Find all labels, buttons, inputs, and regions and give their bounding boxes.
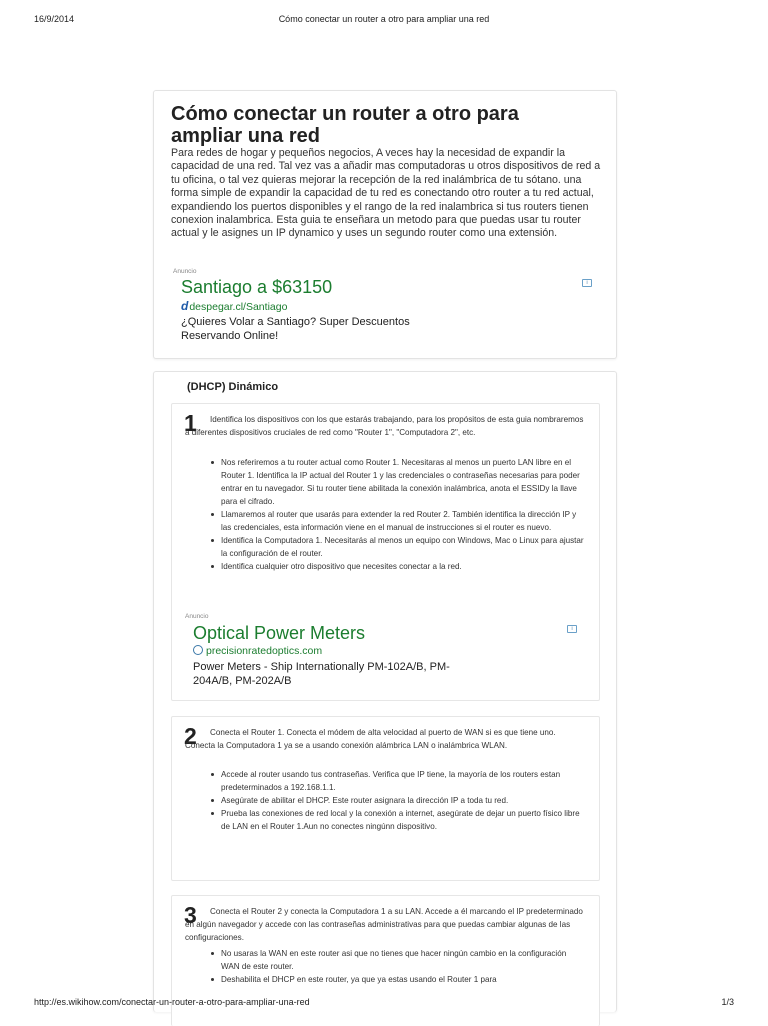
step-1: [171, 403, 600, 701]
step-number: 3: [184, 902, 197, 928]
list-item: Prueba las conexiones de red local y la conexión a internet, asegúrate de dejar un puerto físico libre de LAN en el Router 1.Aun no conectes ningúnn dispositivo.: [207, 807, 585, 833]
ad-url-link[interactable]: [181, 299, 287, 313]
print-date: 16/9/2014: [34, 14, 75, 24]
list-item: Nos referiremos a tu router actual como Router 1. Necesitaras al menos un puerto LAN libre en el Router 1. Identifica la IP actual del Router 1 y las credenciales o contraseñas necesarias para poder entrar en tu navegador. Si tu router tiene abilitada la conexión inalámbrica, anota el ESSIDy la llave para el cifrado.: [207, 456, 585, 508]
list-item: No usaras la WAN en este router asi que no tienes que hacer ningún cambio en la configuración WAN de este router.: [207, 947, 585, 973]
ad-title-link[interactable]: Optical Power Meters: [193, 623, 366, 643]
print-footer: [34, 997, 734, 1011]
step-text: Identifica los dispositivos con los que estarás trabajando, para los propósitos de esta guia nombraremos a diferentes dispositivos cruciales de red como "Router 1", "Computadora 2", etc.: [185, 415, 584, 437]
step-text: Conecta el Router 1. Conecta el módem de alta velocidad al puerto de WAN si es que tiene uno. Conecta la Computadora 1 ya se a usando conexión alámbrica LAN o inalámbrica WLAN.: [185, 728, 556, 750]
despegar-logo-icon: d: [181, 299, 189, 313]
ad-url-text: precisionratedoptics.com: [206, 645, 323, 657]
intro-paragraph: Para redes de hogar y pequeños negocios, A veces hay la necesidad de expandir la capacidad de una red. Tal vez vas a añadir mas computadoras u otros dispositivos de red a tu oficina, o tal vez quieras mejorar la recepción de la red inalámbrica de tu sótano. una forma simple de expandir la capacidad de tu red es conectando otro router a tu red actual, expandiendo los puertos disponibles y el rango de la red inalambrica si tus routers tienen conexion inalambrica. Esta guia te enseñara un metodo para que puedas usar tu router actual y le asignes un IP dynamico y uses un segundo router como una extensión.: [171, 147, 601, 240]
step-2: [171, 716, 600, 881]
steps-card: [153, 371, 617, 1012]
ad-url-link[interactable]: [193, 645, 322, 657]
step-bullet-list: [207, 947, 585, 986]
step-number: 1: [184, 410, 197, 436]
ad-label: Anuncio: [185, 613, 209, 620]
ad-description-line: Reservando Online!: [181, 329, 279, 342]
list-item: Llamaremos al router que usarás para extender la red Router 2. También identifica la dirección IP y las credenciales, esta información viene en el manual de instrucciones si el router es nuevo.: [207, 508, 585, 534]
article-title: Cómo conectar un router a otro para ampliar una red: [171, 103, 519, 147]
intro-card: [153, 90, 617, 359]
list-item: Deshabilita el DHCP en este router, ya que ya estas usando el Router 1 para: [207, 973, 585, 986]
ad-description: [181, 316, 481, 343]
step-bullet-list: [207, 768, 585, 833]
globe-icon: [193, 645, 203, 655]
ad-choices-icon[interactable]: i: [582, 279, 592, 287]
list-item: Accede al router usando tus contraseñas. Verifica que IP tiene, la mayoría de los routers estan predeterminados a 192.168.1.1.: [207, 768, 585, 794]
section-title: (DHCP) Dinámico: [187, 381, 279, 393]
ad-description-line: ¿Quieres Volar a Santiago? Super Descuentos: [181, 316, 410, 328]
page-number: 1/3: [721, 997, 734, 1007]
step-number: 2: [184, 723, 197, 749]
print-header: [34, 14, 734, 28]
ad-title-link[interactable]: Santiago a $63150: [181, 277, 333, 297]
ad-description-line: 204A/B, PM-202A/B: [193, 674, 292, 687]
print-title: Cómo conectar un router a otro para ampliar una red: [278, 14, 490, 24]
print-url: http://es.wikihow.com/conectar-un-router-a-otro-para-ampliar-una-red: [34, 997, 310, 1007]
step-bullet-list: [207, 456, 585, 573]
ad-label: Anuncio: [173, 268, 197, 275]
ad-description-line: Power Meters - Ship Internationally PM-102A/B, PM-: [193, 661, 450, 673]
ad-choices-icon[interactable]: i: [567, 625, 577, 633]
ad-description: [193, 661, 513, 688]
ad-url-text: despegar.cl/Santiago: [189, 301, 288, 313]
list-item: Asegúrate de abilitar el DHCP. Este router asignara la dirección IP a toda tu red.: [207, 794, 585, 807]
list-item: Identifica cualquier otro dispositivo que necesites conectar a la red.: [207, 560, 585, 573]
list-item: Identifica la Computadora 1. Necesitarás al menos un equipo con Windows, Mac o Linux para ajustar la configuración de el router.: [207, 534, 585, 560]
step-text: Conecta el Router 2 y conecta la Computadora 1 a su LAN. Accede a él marcando el IP predeterminado en algún navegador y accede con las contraseñas administrativas para que puedas cambiar algunas de las configuraciones.: [185, 907, 583, 942]
